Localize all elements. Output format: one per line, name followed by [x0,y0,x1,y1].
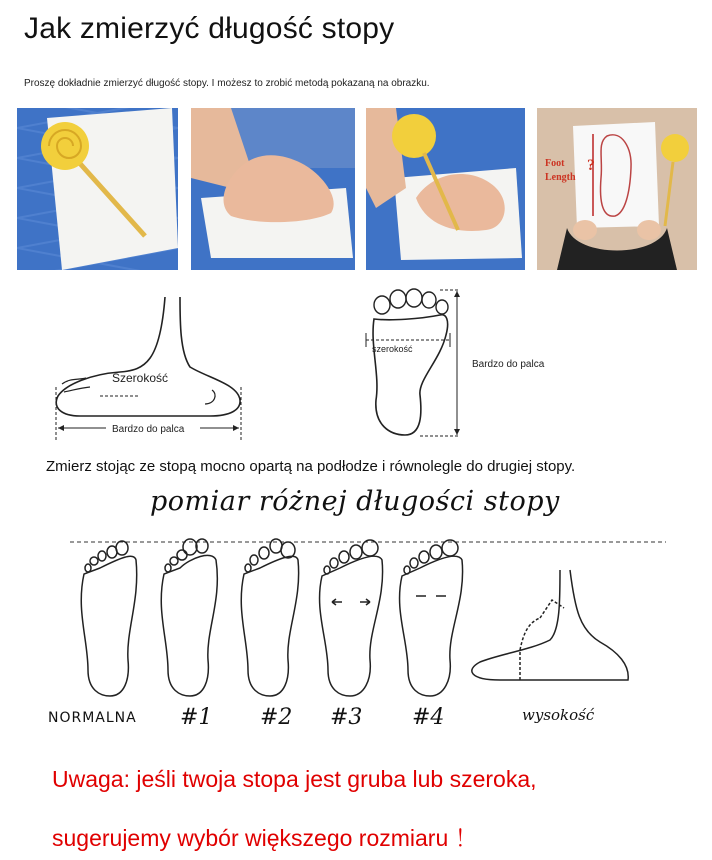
photo-paper-and-pencil [17,108,178,270]
foot-types-row [40,530,670,710]
photo-foot-on-paper [191,108,355,270]
label-height: wysokość [522,706,595,724]
page-title: Jak zmierzyć długość stopy [24,12,395,45]
top-length-label: Bardzo do palca [472,359,545,370]
warning-line-1: Uwaga: jeśli twoja stopa jest gruba lub szeroka, [52,766,537,792]
intro-text: Proszę dokładnie zmierzyć długość stopy. I możesz to zrobić metodą pokazaną na obrazku. [24,78,430,89]
foot-type-2 [241,539,298,696]
photo-marking-length [366,108,525,270]
side-width-label: Szerokość [112,371,169,385]
side-length-label: Bardzo do palca [112,424,185,435]
foot-types-heading: pomiar różnej długości stopy [150,486,560,517]
foot-normal [81,541,136,696]
foot-label: Foot [545,158,565,169]
foot-side-height [472,570,628,680]
foot-type-3 [320,540,383,696]
top-view-foot-diagram [360,285,560,440]
photo-foot-length-sheet [537,108,697,270]
label-normal: NORMALNA [48,710,137,726]
label-type-3: #3 [330,705,363,730]
label-type-2: #2 [260,705,293,730]
warning-line-2: sugerujemy wybór większego rozmiaru ！ [52,825,478,851]
foot-type-1 [161,539,217,696]
length-label: Length [545,172,576,183]
instruction-text: Zmierz stojąc ze stopą mocno opartą na podłodze i równolegle do drugiej stopy. [46,458,576,475]
question-mark: ? [587,157,595,174]
foot-type-4 [400,540,463,696]
label-type-4: #4 [412,705,445,730]
label-type-1: #1 [180,705,213,730]
side-view-foot-diagram [40,292,270,442]
top-width-label: szerokość [372,344,413,354]
